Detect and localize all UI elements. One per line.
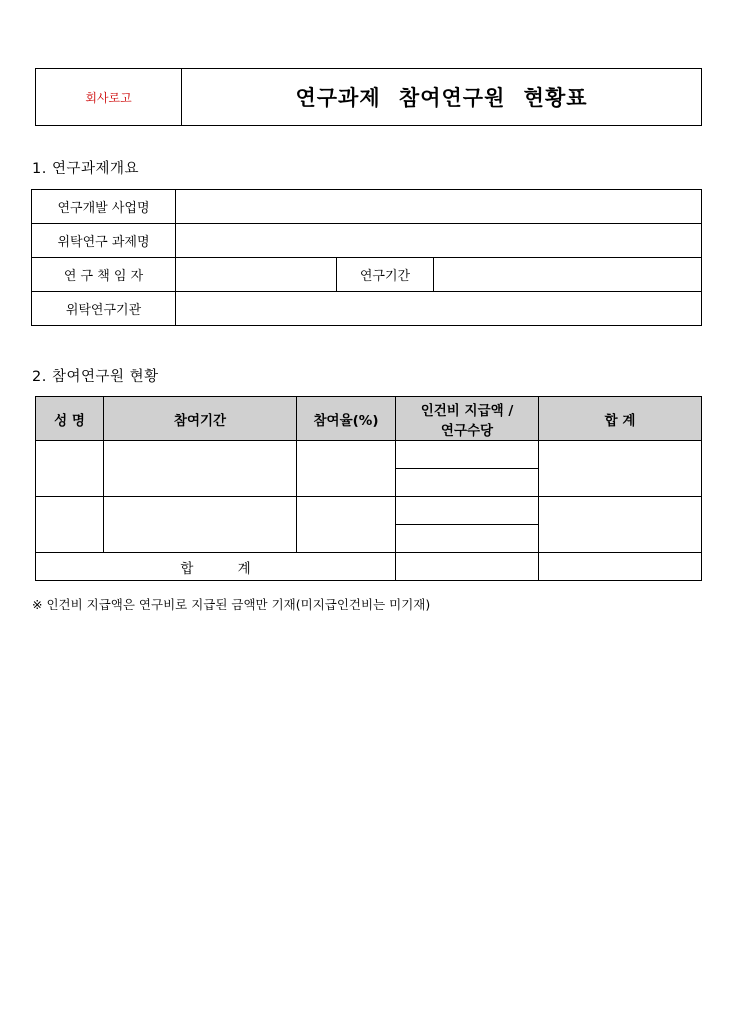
- institution-label: 위탁연구기관: [32, 292, 176, 326]
- researcher-name-cell[interactable]: [36, 497, 104, 553]
- header-table: [35, 68, 702, 126]
- table-row: [32, 292, 702, 326]
- col-pay-header-line2: 연구수당: [440, 422, 494, 439]
- researcher-name-cell[interactable]: [36, 441, 104, 497]
- lead-researcher-label: 연 구 책 임 자: [32, 258, 176, 292]
- table-row: [32, 190, 702, 224]
- logo-text: 회사로고: [85, 90, 132, 105]
- researcher-status-table: [35, 396, 702, 581]
- total-sum-cell[interactable]: [539, 553, 702, 581]
- total-row: [36, 553, 702, 581]
- researcher-allowance-cell[interactable]: [396, 525, 539, 553]
- researcher-rate-cell[interactable]: [297, 441, 396, 497]
- col-period-header: 참여기간: [104, 397, 297, 441]
- company-logo-placeholder: [36, 69, 182, 126]
- header-row: [36, 397, 702, 441]
- research-period-field[interactable]: [434, 258, 702, 292]
- col-pay-header-line1: 인건비 지급액 /: [420, 402, 514, 419]
- researcher-pay-cell[interactable]: [396, 497, 539, 525]
- researcher-period-cell[interactable]: [104, 497, 297, 553]
- table-row: [36, 497, 702, 525]
- col-rate-header: 참여율(%): [297, 397, 396, 441]
- table-row: [32, 258, 702, 292]
- project-name-field[interactable]: [176, 190, 702, 224]
- footnote: ※ 인건비 지급액은 연구비로 지급된 금액만 기재(미지급인건비는 미기재): [32, 597, 431, 612]
- total-label: 합 계: [36, 553, 396, 581]
- researcher-rate-cell[interactable]: [297, 497, 396, 553]
- researcher-sum-cell[interactable]: [539, 497, 702, 553]
- commission-title-label: 위탁연구 과제명: [32, 224, 176, 258]
- project-name-label: 연구개발 사업명: [32, 190, 176, 224]
- section-1-heading: 1. 연구과제개요: [32, 161, 139, 177]
- section-2-heading: 2. 참여연구원 현황: [32, 369, 159, 385]
- table-row: [36, 441, 702, 469]
- document-title: 연구과제 참여연구원 현황표: [182, 69, 702, 126]
- researcher-sum-cell[interactable]: [539, 441, 702, 497]
- commission-title-field[interactable]: [176, 224, 702, 258]
- lead-researcher-field[interactable]: [176, 258, 337, 292]
- table-row: [32, 224, 702, 258]
- researcher-period-cell[interactable]: [104, 441, 297, 497]
- col-pay-header: [396, 397, 539, 441]
- project-overview-table: [31, 189, 702, 326]
- researcher-allowance-cell[interactable]: [396, 469, 539, 497]
- institution-field[interactable]: [176, 292, 702, 326]
- col-name-header: 성 명: [36, 397, 104, 441]
- research-period-label: 연구기간: [337, 258, 434, 292]
- researcher-pay-cell[interactable]: [396, 441, 539, 469]
- col-sum-header: 합 계: [539, 397, 702, 441]
- total-pay-cell[interactable]: [396, 553, 539, 581]
